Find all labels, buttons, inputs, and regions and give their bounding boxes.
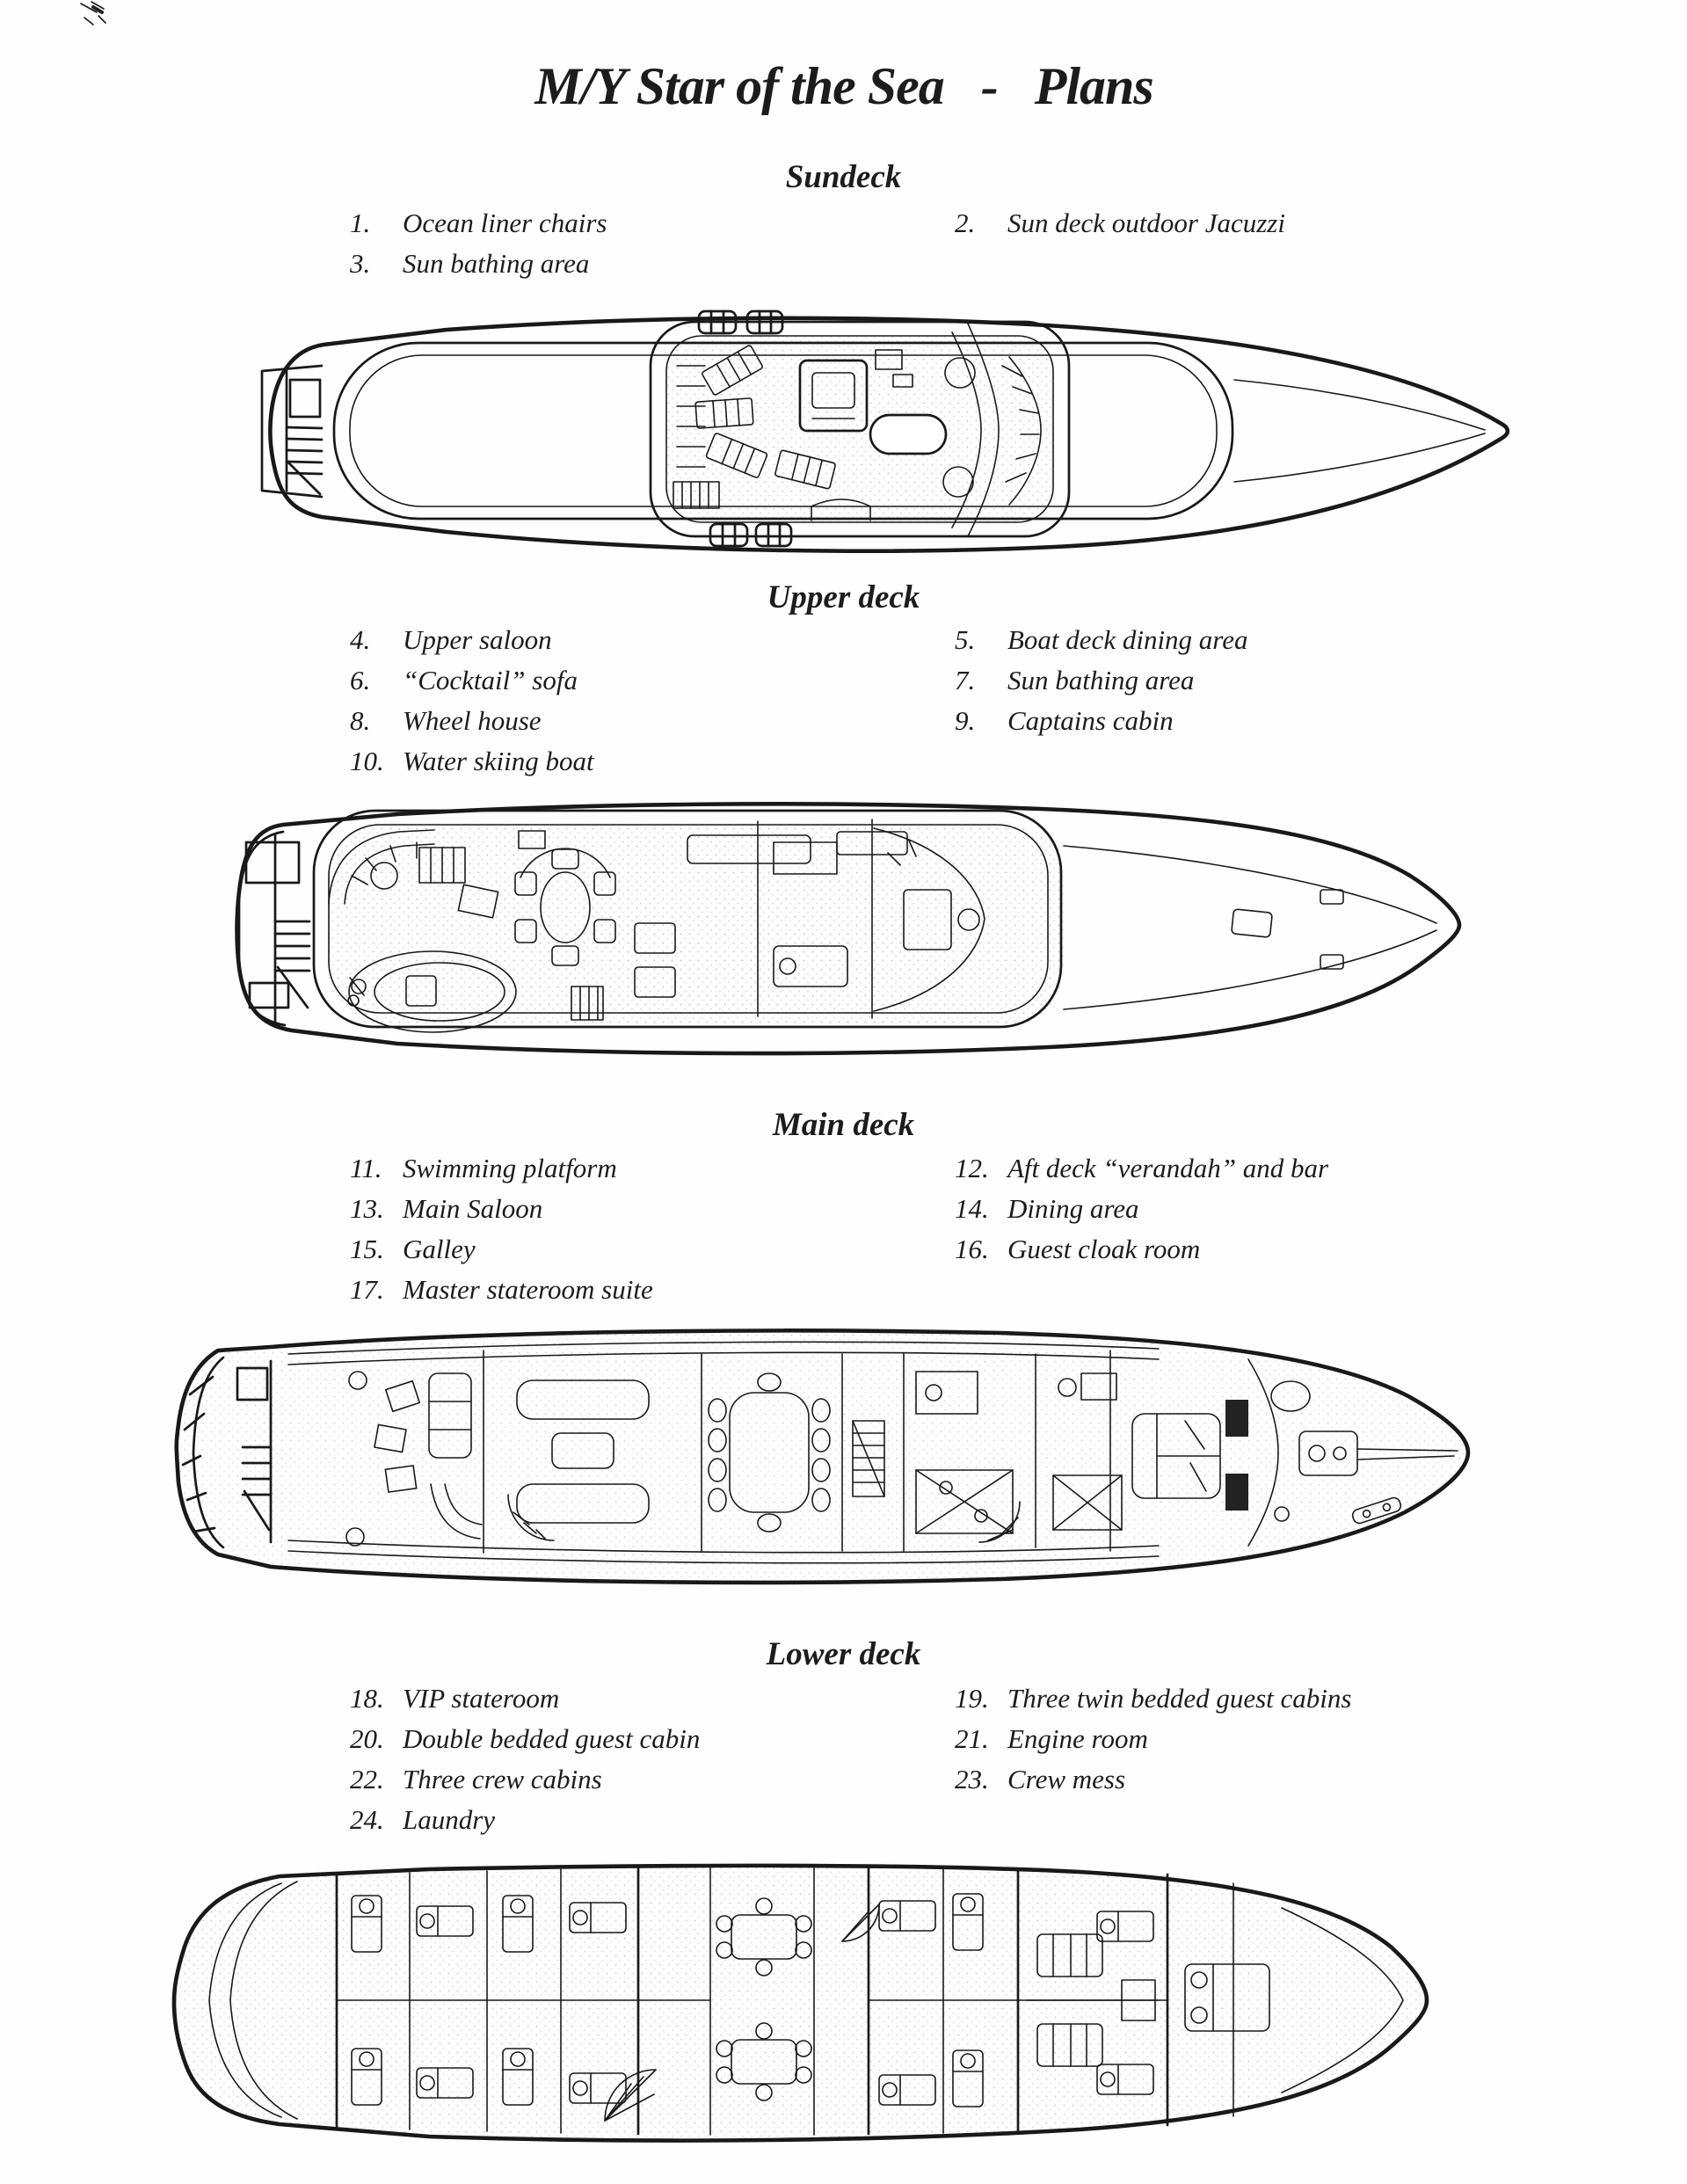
legend-label: Aft deck “verandah” and bar <box>1007 1153 1329 1183</box>
legend-item-13 <box>350 1195 542 1222</box>
legend-label: Sun bathing area <box>403 248 590 279</box>
sundeck-plan-drawing <box>236 295 1519 561</box>
legend-number: 3. <box>350 248 371 279</box>
legend-item-11 <box>350 1154 617 1182</box>
legend-label: Dining area <box>1007 1193 1139 1224</box>
deck-heading-main-deck: Main deck <box>772 1107 915 1143</box>
legend-number: 12. <box>955 1153 989 1183</box>
legend-item-7 <box>955 666 1194 694</box>
deck-heading-upper-deck: Upper deck <box>767 579 920 615</box>
legend-label: Guest cloak room <box>1007 1234 1201 1264</box>
legend-label: Galley <box>403 1234 476 1264</box>
legend-number: 10. <box>350 746 384 776</box>
legend-number: 11. <box>350 1153 382 1183</box>
legend-item-21 <box>955 1725 1148 1752</box>
legend-item-8 <box>350 707 542 734</box>
legend-label: Laundry <box>403 1804 496 1835</box>
legend-item-14 <box>955 1195 1139 1222</box>
legend-label: Double bedded guest cabin <box>403 1723 701 1754</box>
legend-item-24 <box>350 1806 495 1833</box>
legend-number: 6. <box>350 665 371 695</box>
legend-item-19 <box>955 1685 1351 1712</box>
upper-stern-steps <box>239 832 309 1025</box>
legend-number: 19. <box>955 1683 989 1714</box>
legend-item-12 <box>955 1154 1328 1182</box>
legend-label: Crew mess <box>1007 1764 1126 1795</box>
legend-number: 5. <box>955 624 976 655</box>
legend-label: Sun bathing area <box>1007 665 1195 695</box>
legend-label: VIP stateroom <box>403 1683 560 1714</box>
legend-number: 22. <box>350 1764 384 1795</box>
legend-number: 14. <box>955 1193 989 1224</box>
legend-number: 7. <box>955 665 976 695</box>
legend-label: Upper saloon <box>403 624 552 655</box>
legend-item-15 <box>350 1235 476 1263</box>
legend-label: Three twin bedded guest cabins <box>1007 1683 1352 1714</box>
legend-item-9 <box>955 707 1174 734</box>
legend-item-10 <box>350 747 594 775</box>
legend-label: Captains cabin <box>1007 705 1174 736</box>
legend-number: 18. <box>350 1683 384 1714</box>
lower-hull <box>174 1866 1427 2141</box>
legend-label: Master stateroom suite <box>403 1274 653 1305</box>
legend-number: 9. <box>955 705 976 736</box>
lower-deck-plan-drawing <box>148 1857 1466 2144</box>
legend-number: 20. <box>350 1723 384 1754</box>
legend-item-3 <box>350 250 589 277</box>
legend-item-1 <box>350 209 607 237</box>
legend-number: 21. <box>955 1723 989 1754</box>
legend-item-2 <box>955 209 1285 237</box>
legend-item-6 <box>350 666 578 694</box>
legend-number: 1. <box>350 207 371 238</box>
legend-item-4 <box>350 626 552 653</box>
legend-item-22 <box>350 1765 602 1793</box>
legend-label: Wheel house <box>403 705 542 736</box>
main-deck-plan-drawing <box>139 1315 1502 1590</box>
legend-number: 15. <box>350 1234 384 1264</box>
legend-number: 23. <box>955 1764 989 1795</box>
legend-number: 24. <box>350 1804 384 1835</box>
deck-heading-lower-deck: Lower deck <box>766 1636 921 1672</box>
legend-label: Three crew cabins <box>403 1764 602 1795</box>
legend-label: Engine room <box>1007 1723 1148 1754</box>
legend-number: 4. <box>350 624 371 655</box>
legend-label: Water skiing boat <box>403 746 594 776</box>
legend-number: 17. <box>350 1274 384 1305</box>
legend-number: 16. <box>955 1234 989 1264</box>
upper-foredeck-lines <box>1064 846 1436 1009</box>
legend-item-20 <box>350 1725 700 1752</box>
legend-item-16 <box>955 1235 1200 1263</box>
main-hull <box>177 1330 1468 1583</box>
legend-item-18 <box>350 1685 559 1712</box>
scan-smudge-mark <box>74 0 127 30</box>
legend-number: 2. <box>955 207 976 238</box>
legend-label: Main Saloon <box>403 1193 543 1224</box>
legend-label: Sun deck outdoor Jacuzzi <box>1007 207 1285 238</box>
deck-heading-sundeck: Sundeck <box>785 159 902 195</box>
legend-label: Swimming platform <box>403 1153 617 1183</box>
upper-deck-plan-drawing <box>142 791 1492 1066</box>
legend-item-5 <box>955 626 1247 653</box>
legend-number: 13. <box>350 1193 384 1224</box>
sundeck-platform <box>651 322 1069 536</box>
legend-label: Boat deck dining area <box>1007 624 1248 655</box>
legend-item-23 <box>955 1765 1125 1793</box>
legend-item-17 <box>350 1276 653 1303</box>
legend-number: 8. <box>350 705 371 736</box>
legend-label: “Cocktail” sofa <box>403 665 578 695</box>
legend-label: Ocean liner chairs <box>403 207 607 238</box>
page-title: M/Y Star of the Sea - Plans <box>534 57 1153 115</box>
